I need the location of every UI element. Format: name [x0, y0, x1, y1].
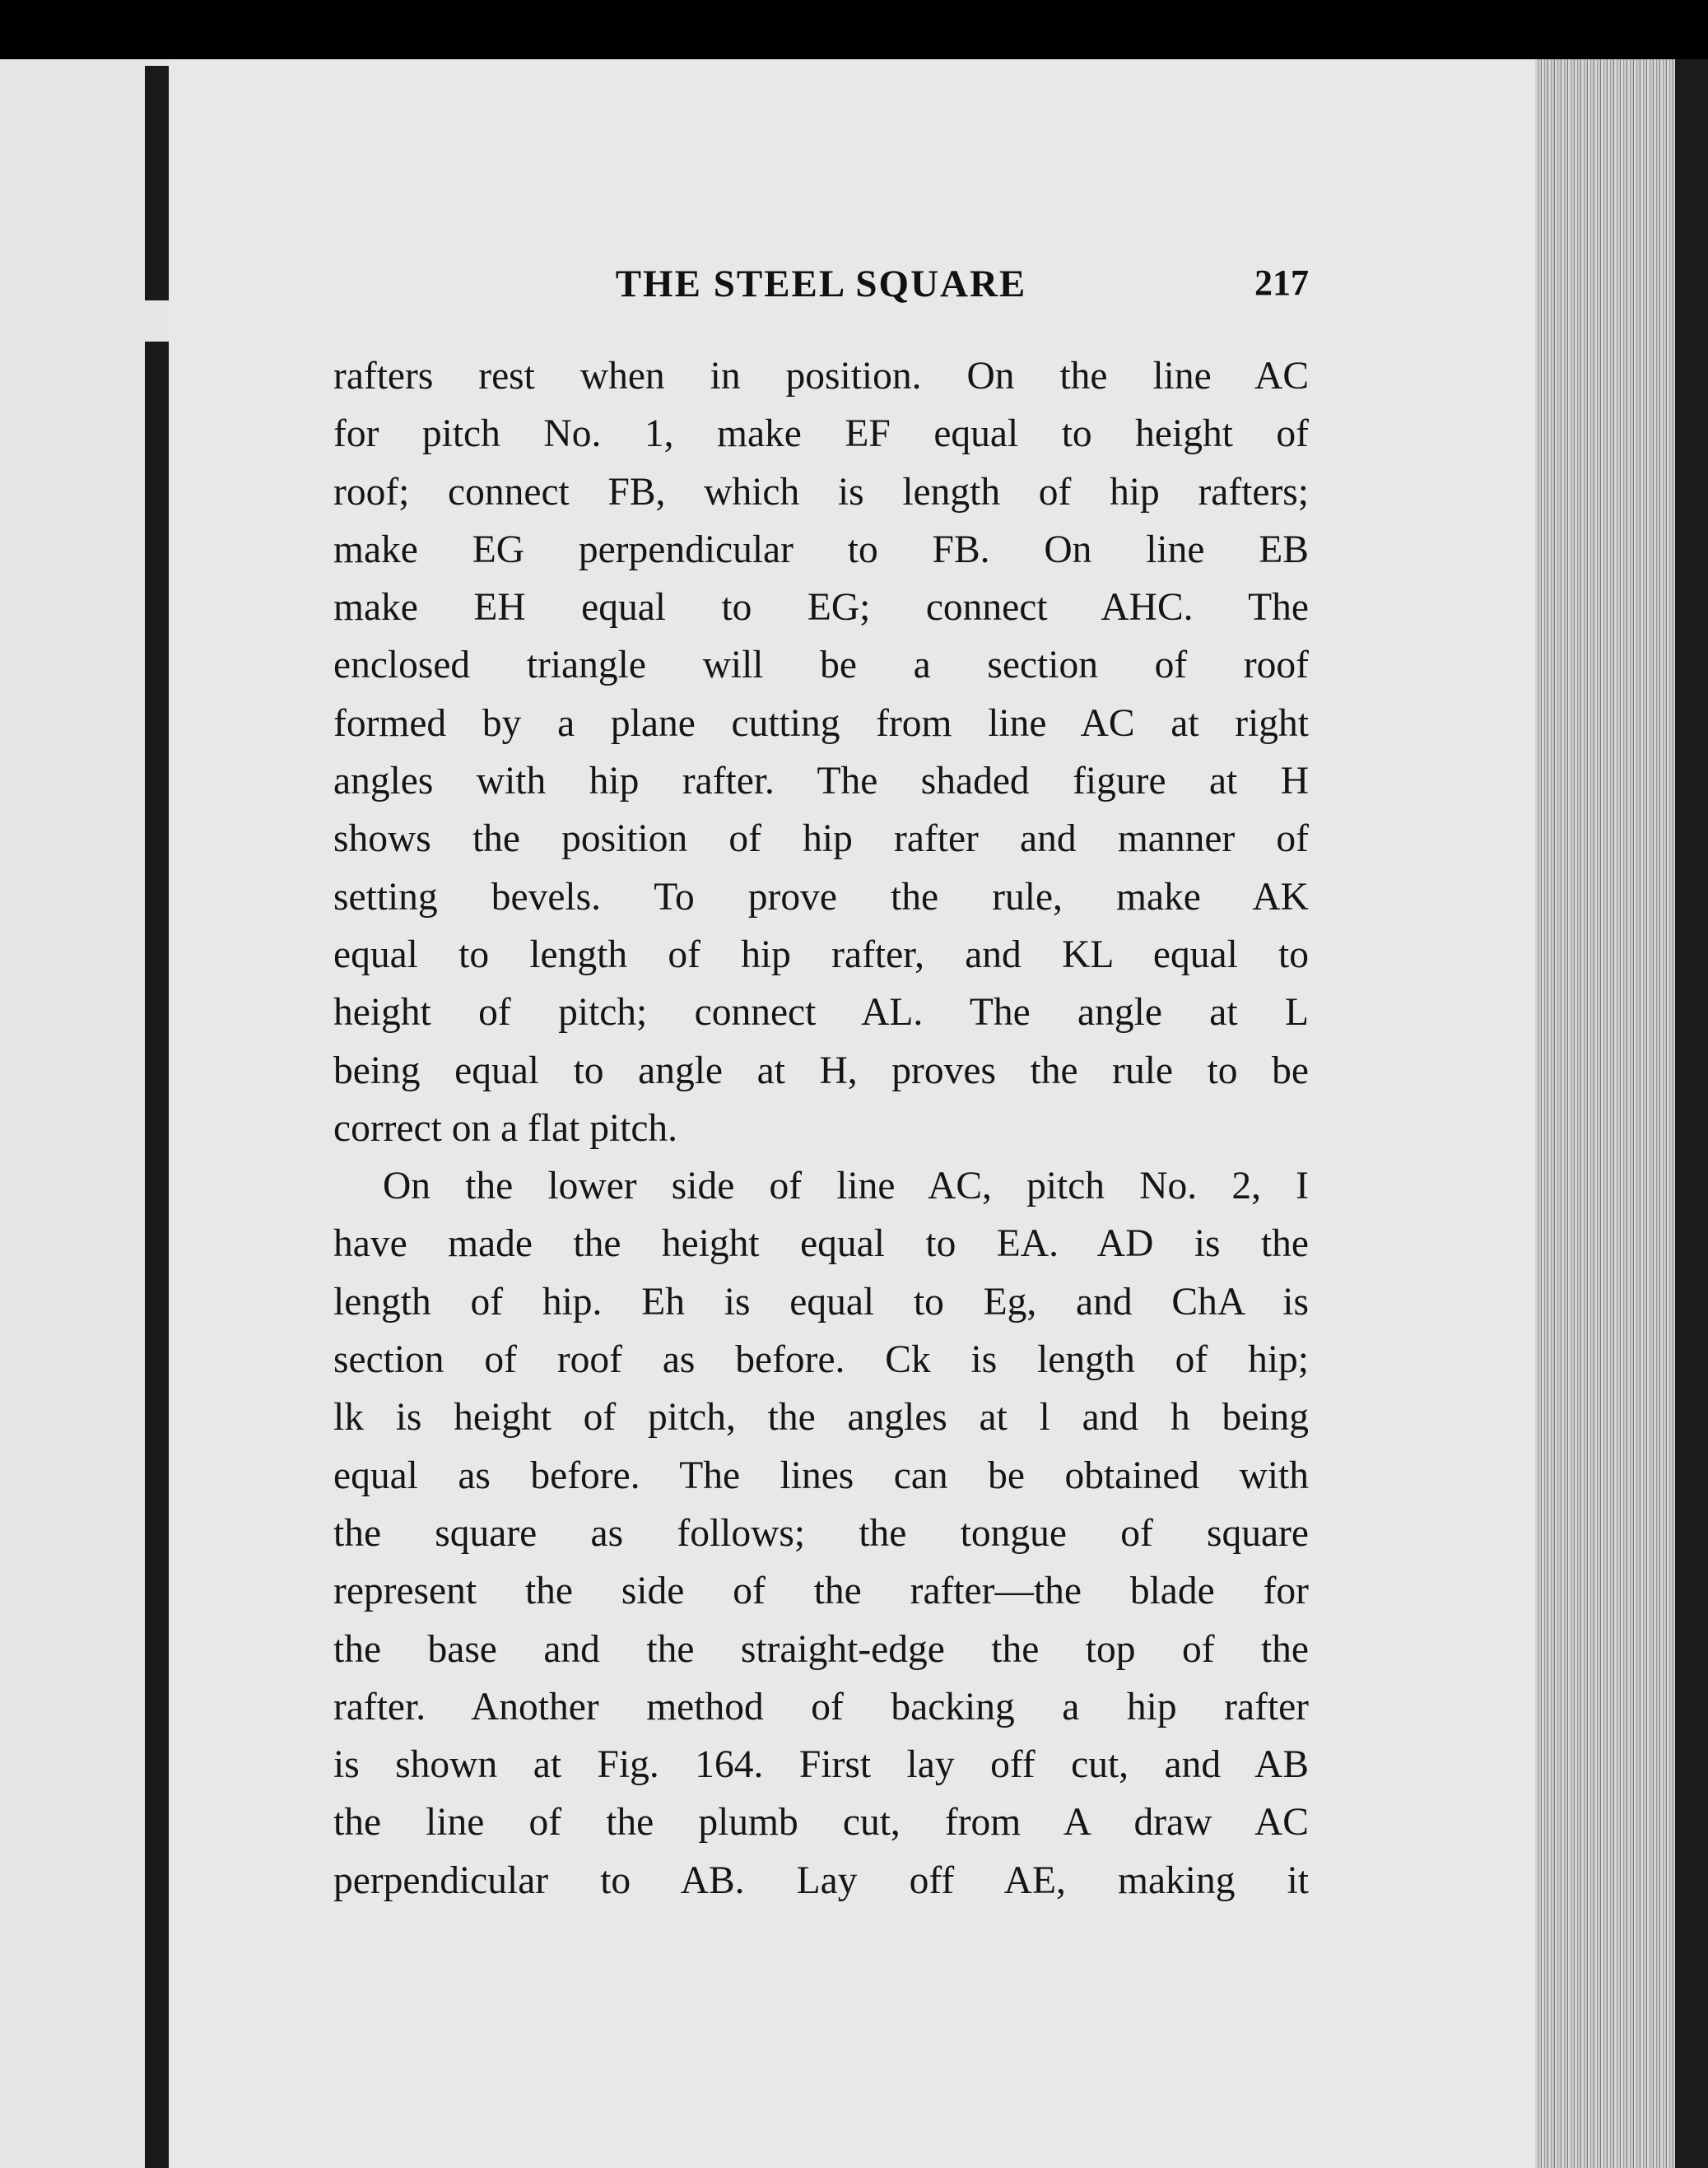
- running-head-title: THE STEEL SQUARE: [615, 263, 1027, 305]
- body-text: [333, 347, 1309, 1910]
- text-line: for pitch No. 1, make EF equal to height of: [333, 412, 1309, 456]
- text-line: make EG perpendicular to FB. On line EB: [333, 528, 1309, 571]
- text-line: equal as before. The lines can be obtained with: [333, 1454, 1309, 1497]
- text-line: length of hip. Eh is equal to Eg, and ChA is: [333, 1280, 1309, 1324]
- text-line: represent the side of the rafter—the blade for: [333, 1570, 1309, 1613]
- text-line: formed by a plane cutting from line AC at right: [333, 701, 1309, 745]
- text-line: lk is height of pitch, the angles at l and h being: [333, 1396, 1309, 1440]
- text-line: angles with hip rafter. The shaded figure at H: [333, 760, 1309, 803]
- text-line: enclosed triangle will be a section of roof: [333, 644, 1309, 687]
- left-facing-page: [0, 59, 169, 2168]
- text-line: rafter. Another method of backing a hip rafter: [333, 1685, 1309, 1728]
- binding-shadow-bottom: [145, 342, 170, 2168]
- text-line: roof; connect FB, which is length of hip rafters;: [333, 470, 1309, 514]
- text-line: section of roof as before. Ck is length of hip;: [333, 1338, 1309, 1382]
- text-line: have made the height equal to EA. AD is the: [333, 1222, 1309, 1266]
- text-line: the base and the straight-edge the top of the: [333, 1627, 1309, 1671]
- text-line: correct on a flat pitch.: [333, 1106, 678, 1150]
- running-head: [333, 262, 1309, 311]
- page-edge-stack: [1535, 59, 1675, 2168]
- text-line: is shown at Fig. 164. First lay off cut, and AB: [333, 1743, 1309, 1787]
- text-line: equal to length of hip rafter, and KL equal to: [333, 933, 1309, 976]
- text-line: perpendicular to AB. Lay off AE, making it: [333, 1859, 1309, 1902]
- text-line: height of pitch; connect AL. The angle at L: [333, 991, 1309, 1035]
- scan-right-border: [1675, 59, 1708, 2168]
- text-line: make EH equal to EG; connect AHC. The: [333, 586, 1309, 630]
- binding-shadow-top: [145, 66, 170, 300]
- scan-top-border: [0, 0, 1708, 58]
- text-line: the line of the plumb cut, from A draw AC: [333, 1801, 1309, 1845]
- text-line: the square as follows; the tongue of square: [333, 1511, 1309, 1555]
- text-line: On the lower side of line AC, pitch No. 2, I: [383, 1165, 1309, 1208]
- text-line: setting bevels. To prove the rule, make AK: [333, 875, 1309, 919]
- text-line: being equal to angle at H, proves the rule to be: [333, 1049, 1309, 1092]
- text-line: shows the position of hip rafter and manner of: [333, 817, 1309, 861]
- text-line: rafters rest when in position. On the line AC: [333, 355, 1309, 398]
- page-number: 217: [1254, 263, 1309, 303]
